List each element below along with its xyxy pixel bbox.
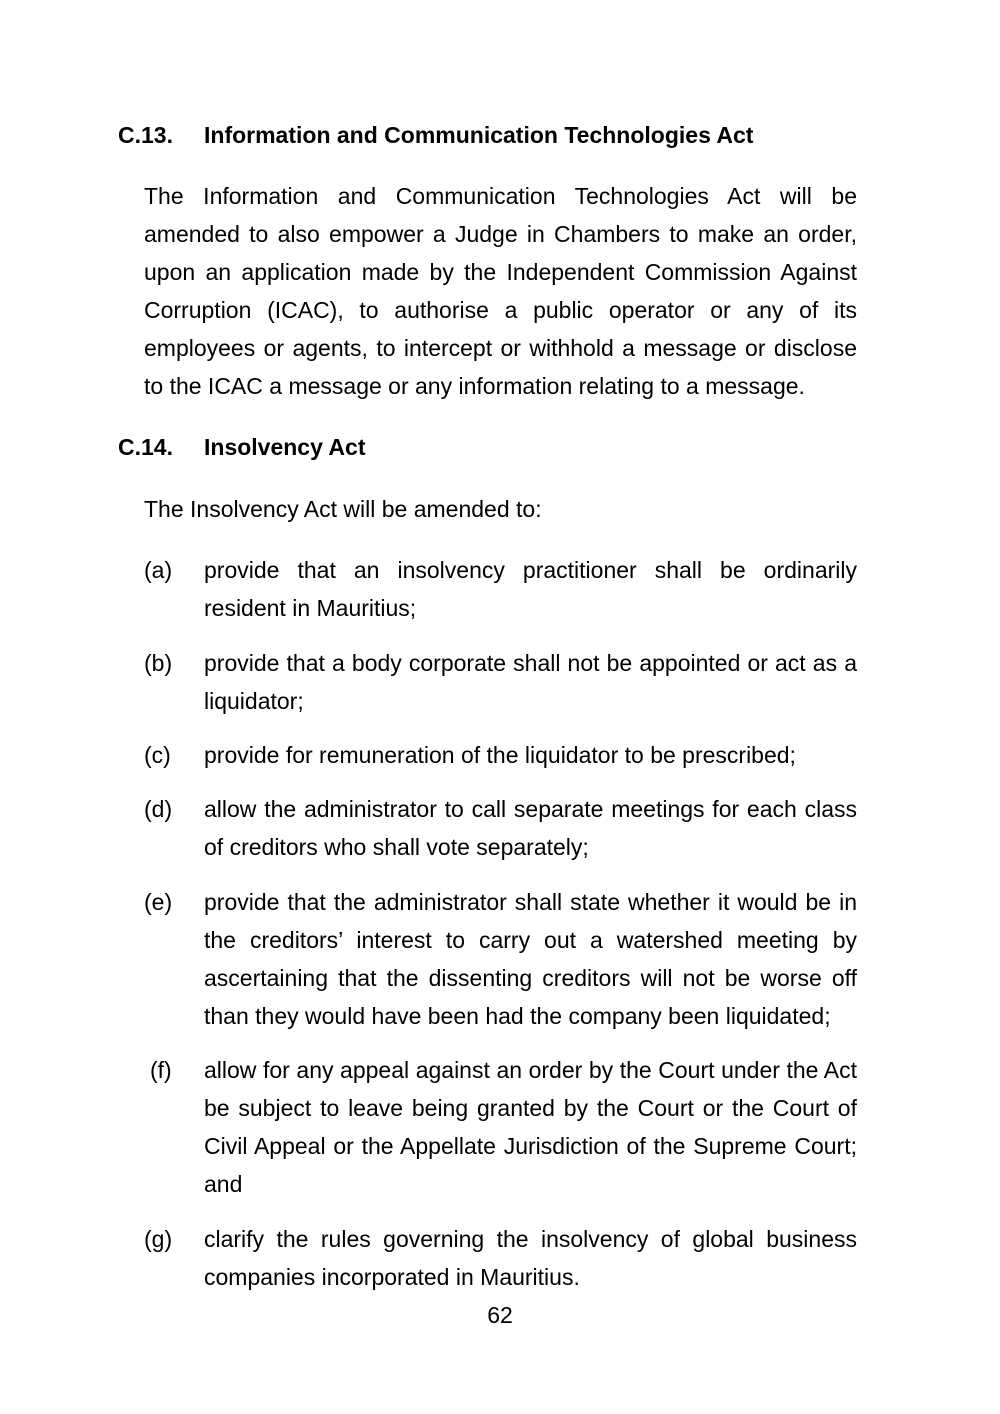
list-item-b	[144, 644, 857, 720]
section-title: Insolvency Act	[204, 434, 366, 460]
list-item-label: (b)	[144, 650, 173, 676]
list-item-label: (f)	[150, 1057, 172, 1083]
list-item-text: allow the administrator to call separate meetings for each class of creditors who shall vote separately;	[204, 796, 857, 860]
list-item-text: provide for remuneration of the liquidator to be prescribed;	[204, 742, 796, 768]
section-title: Information and Communication Technologies Act	[204, 122, 754, 148]
section-number: C.14.	[118, 434, 173, 460]
list-item-f	[144, 1051, 857, 1203]
section-heading-c14	[118, 432, 365, 462]
section-heading-c13	[118, 120, 753, 150]
list-item-label: (g)	[144, 1226, 173, 1252]
list-item-label: (d)	[144, 796, 173, 822]
list-item-e	[144, 883, 857, 1035]
list-item-text: clarify the rules governing the insolvency of global business companies incorporated in Mauritius.	[204, 1226, 857, 1290]
list-item-text: provide that a body corporate shall not be appointed or act as a liquidator;	[204, 650, 857, 714]
page-number: 62	[487, 1302, 513, 1328]
list-item-a	[144, 551, 857, 627]
list-item-text: provide that an insolvency practitioner shall be ordinarily resident in Mauritius;	[204, 557, 857, 621]
list-item-label: (e)	[144, 889, 173, 915]
list-item-text: provide that the administrator shall state whether it would be in the creditors’ interest to carry out a watershed meeting by ascertaining that the dissenting creditors will not be worse off than they would have been had the company been liquidated;	[204, 889, 857, 1029]
list-item-text: allow for any appeal against an order by the Court under the Act be subject to leave being granted by the Court or the Court of Civil Appeal or the Appellate Jurisdiction of the Supreme Court; and	[204, 1057, 857, 1197]
list-item-g	[144, 1220, 857, 1296]
list-item-label: (c)	[144, 742, 171, 768]
section-number: C.13.	[118, 122, 173, 148]
list-item-label: (a)	[144, 557, 173, 583]
list-item-d	[144, 790, 857, 866]
section-intro-c14: The Insolvency Act will be amended to:	[144, 496, 542, 522]
section-body-c13: The Information and Communication Technologies Act will be amended to also empower a Judge in Chambers to make an order, upon an application made by the Independent Commission Against Corruption (ICAC), to authorise a public operator or any of its employees or agents, to intercept or withhold a message or disclose to the ICAC a message or any information relating to a message.	[144, 183, 857, 399]
list-item-c	[144, 736, 857, 774]
